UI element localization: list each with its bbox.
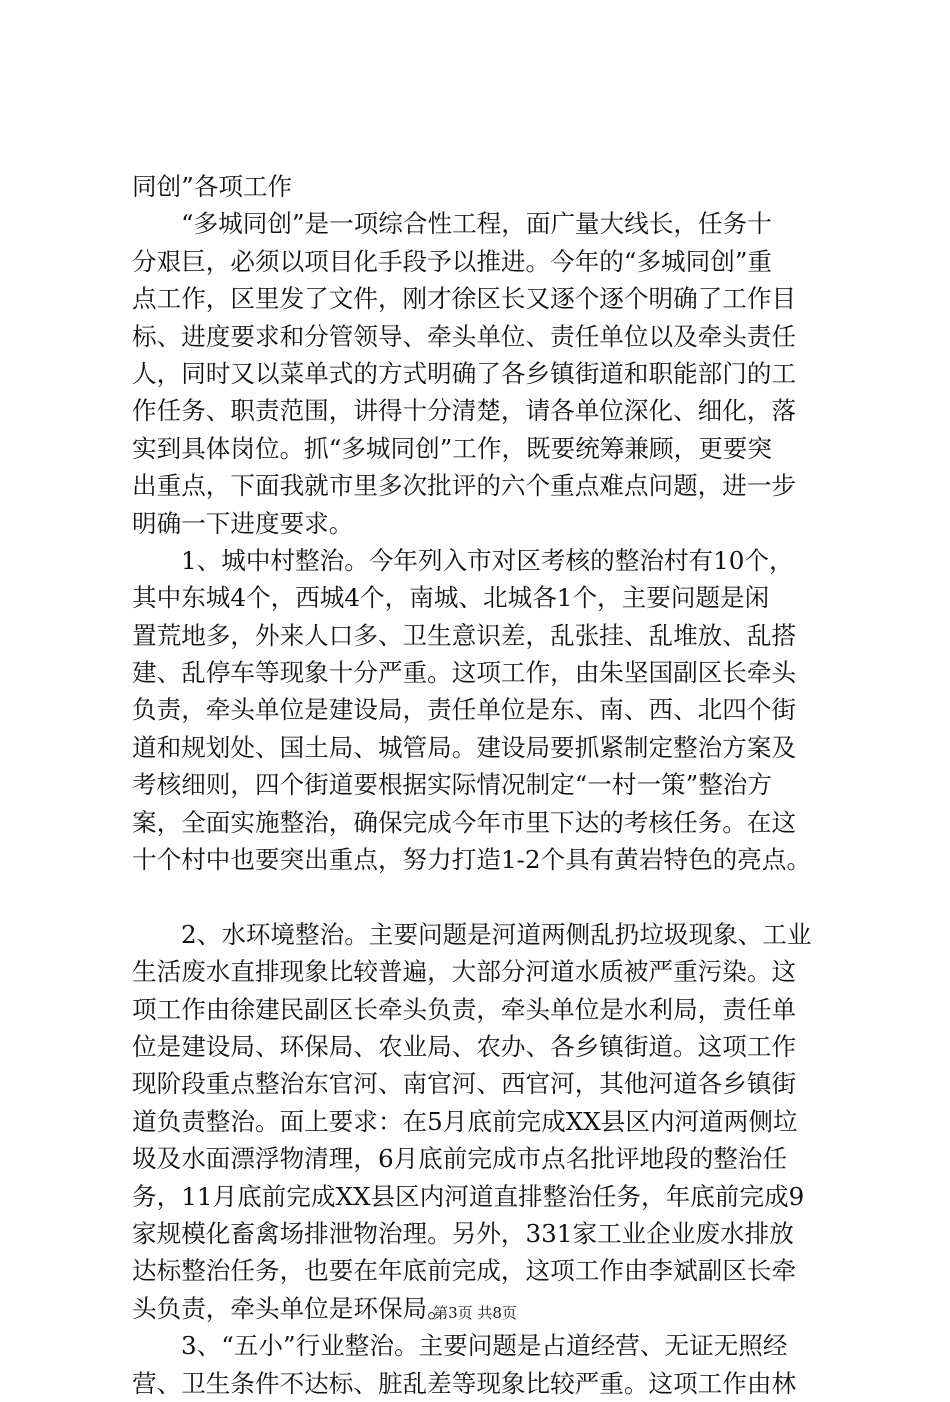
text-line: 现阶段重点整治东官河、南官河、西官河，其他河道各乡镇街 — [132, 1069, 797, 1099]
page-number-footer: 第3页 共8页 — [433, 1304, 517, 1322]
text-line: 达标整治任务，也要在年底前完成，这项工作由李斌副区长牵 — [132, 1256, 797, 1286]
text-line: 务，11月底前完成XX县区内河道直排整治任务，年底前完成9 — [132, 1181, 805, 1211]
text-line: 同创”各项工作 — [132, 172, 293, 201]
text-line: 人，同时又以菜单式的方式明确了各乡镇街道和职能部门的工 — [132, 358, 797, 388]
text-line: 位是建设局、环保局、农业局、农办、各乡镇街道。这项工作 — [132, 1031, 797, 1061]
text-line: 实到具体岗位。抓“多城同创”工作，既要统筹兼顾，更要突 — [132, 433, 772, 463]
text-line: 其中东城4个，西城4个，南城、北城各1个，主要问题是闲 — [132, 583, 770, 613]
text-line: 出重点，下面我就市里多次批评的六个重点难点问题，进一步 — [132, 471, 797, 501]
text-line: 建、乱停车等现象十分严重。这项工作，由朱坚国副区长牵头 — [132, 658, 797, 688]
text-line: 生活废水直排现象比较普遍，大部分河道水质被严重污染。这 — [132, 957, 797, 987]
text-line: 案，全面实施整治，确保完成今年市里下达的考核任务。在这 — [132, 807, 797, 837]
paragraph-gap — [132, 878, 832, 915]
text-line: 点工作，区里发了文件，刚才徐区长又逐个逐个明确了工作目 — [132, 284, 797, 314]
paragraph-start-line: 3、“五小”行业整治。主要问题是占道经营、无证无照经 — [181, 1331, 788, 1361]
text-line: 道负责整治。面上要求：在5月底前完成XX县区内河道两侧垃 — [132, 1106, 798, 1136]
text-line: 道和规划处、国土局、城管局。建设局要抓紧制定整治方案及 — [132, 732, 797, 762]
text-line: 置荒地多，外来人口多、卫生意识差，乱张挂、乱堆放、乱搭 — [132, 620, 797, 650]
text-line: 家规模化畜禽场排泄物治理。另外，331家工业企业废水排放 — [132, 1218, 794, 1248]
text-line: 作任务、职责范围，讲得十分清楚，请各单位深化、细化，落 — [132, 396, 797, 426]
text-line: 分艰巨，必须以项目化手段予以推进。今年的“多城同创”重 — [132, 246, 772, 276]
text-line: 标、进度要求和分管领导、牵头单位、责任单位以及牵头责任 — [132, 321, 797, 351]
text-line: 项工作由徐建民副区长牵头负责，牵头单位是水利局，责任单 — [132, 994, 797, 1024]
paragraph-start-line: 2、水环境整治。主要问题是河道两侧乱扔垃圾现象、工业 — [181, 919, 812, 949]
text-line: 营、卫生条件不达标、脏乱差等现象比较严重。这项工作由林 — [132, 1368, 797, 1398]
paragraph-start-line: 1、城中村整治。今年列入市对区考核的整治村有10个， — [181, 545, 794, 575]
text-line: 十个村中也要突出重点，努力打造1-2个具有黄岩特色的亮点。 — [132, 845, 812, 875]
text-line: 圾及水面漂浮物清理，6月底前完成市点名批评地段的整治任 — [132, 1144, 788, 1174]
paragraph-start-line: “多城同创”是一项综合性工程，面广量大线长，任务十 — [181, 209, 772, 239]
body-text — [132, 168, 832, 1402]
text-line: 头负责，牵头单位是环保局。 — [132, 1293, 452, 1323]
text-line: 负责，牵头单位是建设局，责任单位是东、南、西、北四个街 — [132, 695, 797, 725]
text-line: 考核细则，四个街道要根据实际情况制定“一村一策”整治方 — [132, 770, 772, 800]
text-line: 明确一下进度要求。 — [132, 508, 354, 538]
